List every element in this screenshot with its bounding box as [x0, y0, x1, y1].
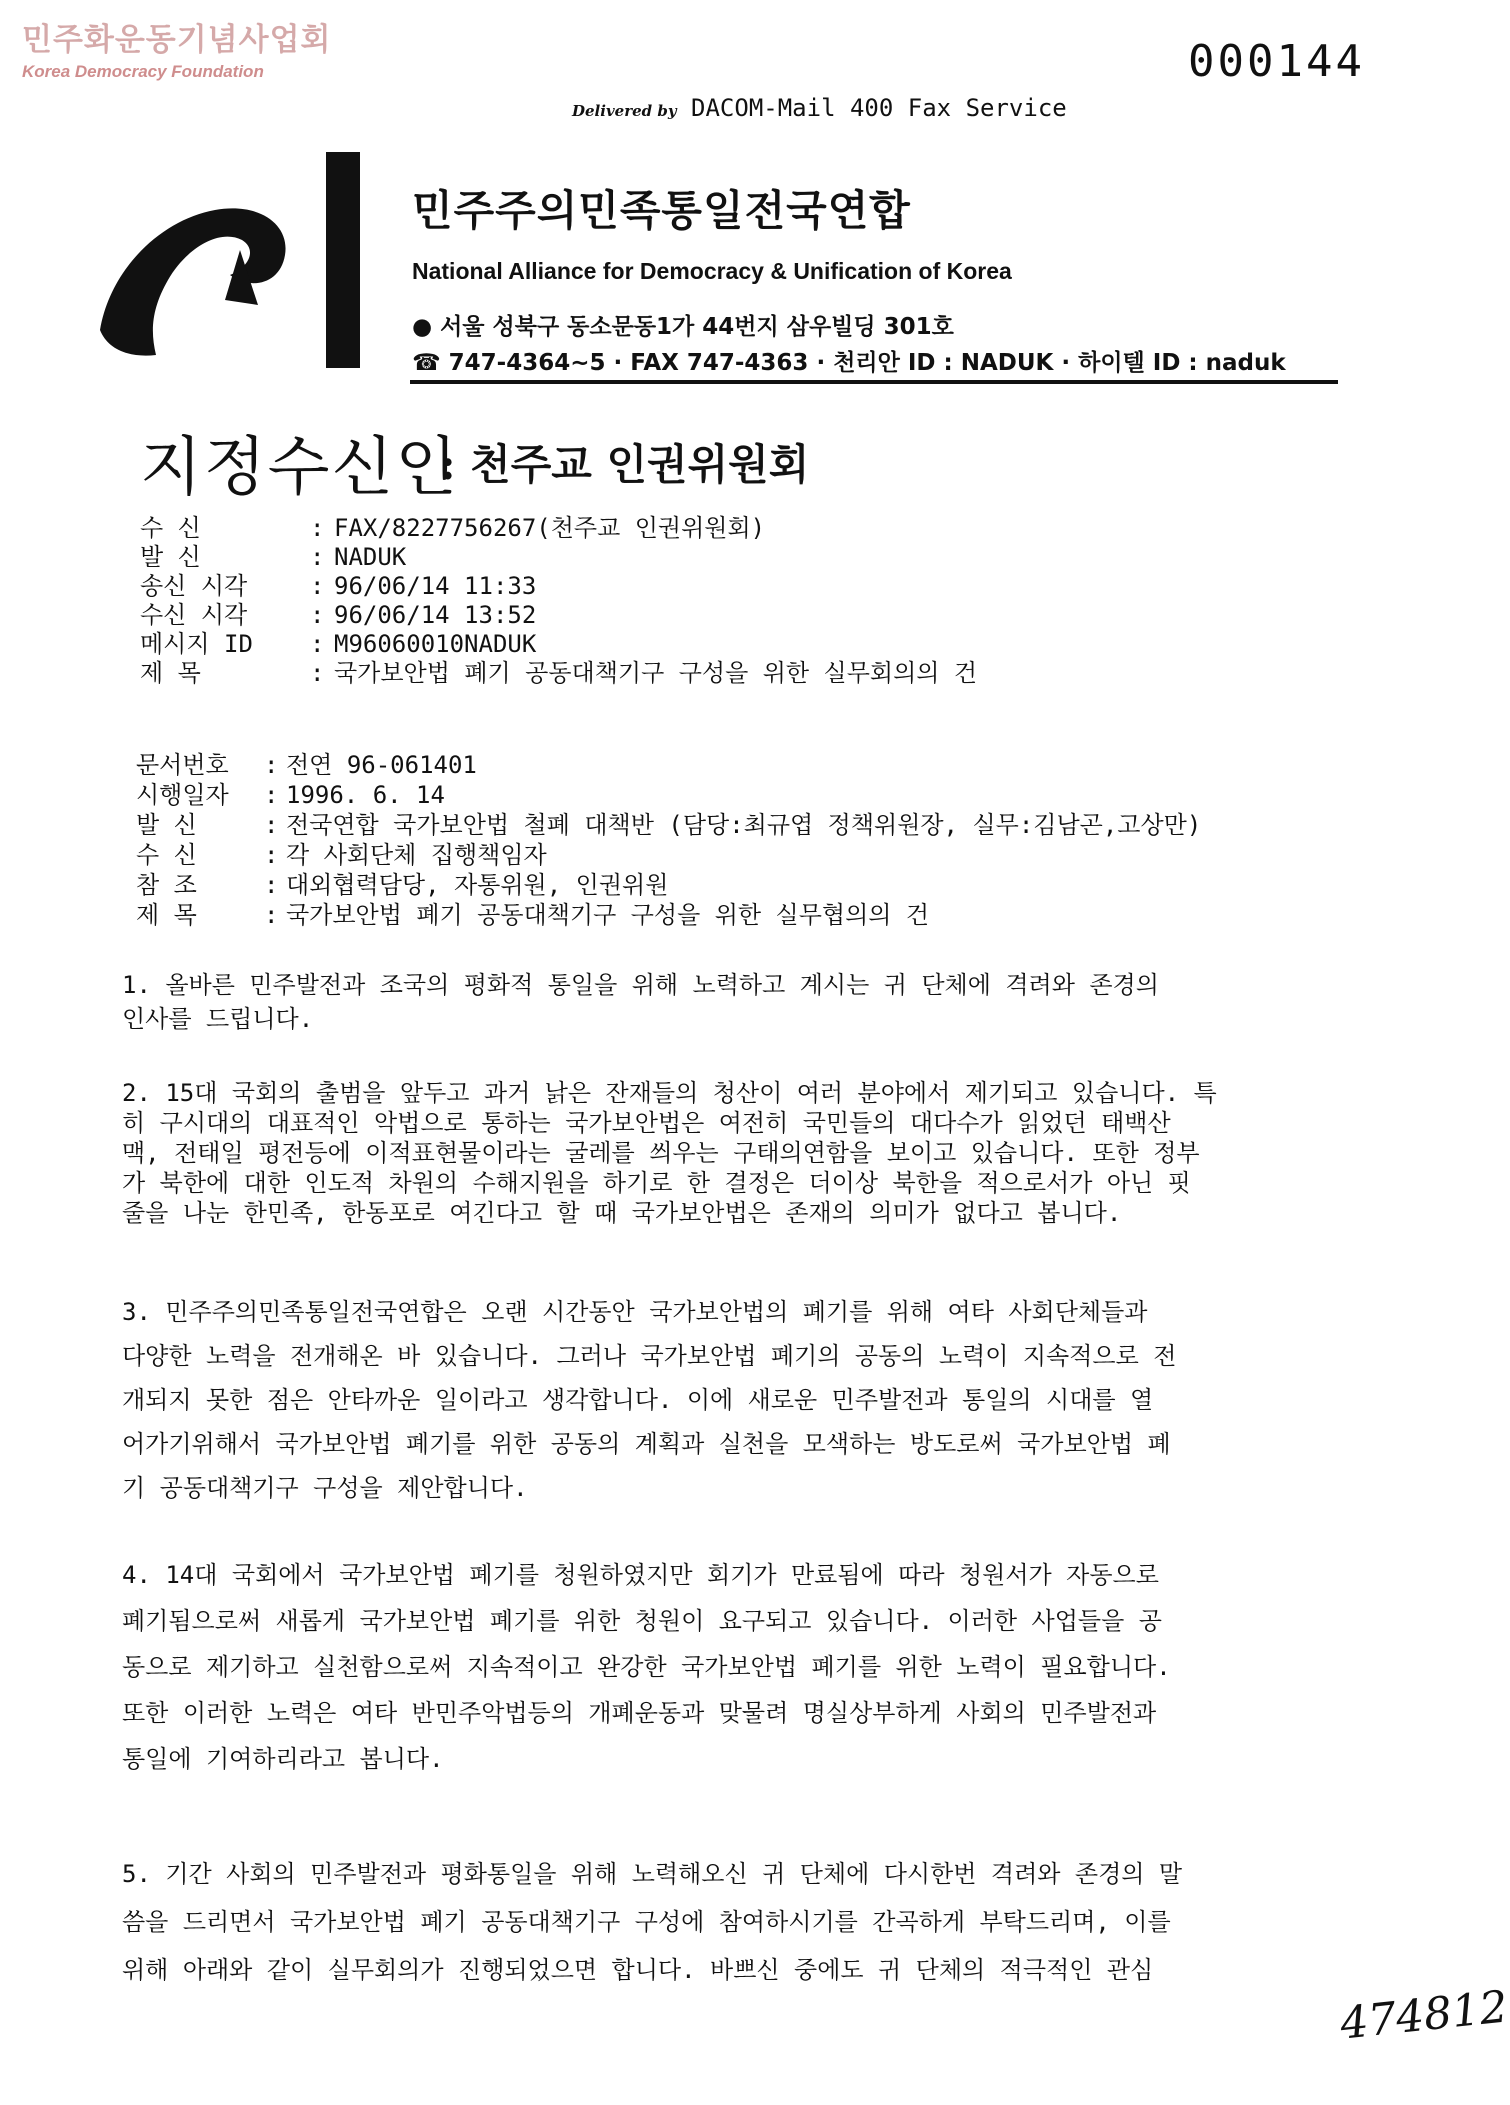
letter-meta-key: 발 신 — [136, 811, 197, 839]
fax-info-key: 송신 시각 — [140, 572, 248, 600]
letter-meta-row — [136, 870, 1201, 900]
fax-info-row — [140, 630, 977, 659]
designated-recipient-label: 지정수신인 — [140, 431, 460, 505]
colon: : — [310, 572, 325, 600]
letter-meta-value: 국가보안법 폐기 공동대책기구 구성을 위한 실무협의의 건 — [286, 901, 930, 929]
fax-info-value: 국가보안법 폐기 공동대책기구 구성을 위한 실무회의의 건 — [334, 659, 978, 687]
organization-name-english: National Alliance for Democracy & Unification of Korea — [412, 258, 1012, 284]
colon: : — [264, 871, 279, 899]
fax-info-key: 메시지 ID — [140, 630, 253, 658]
fax-info-block — [140, 514, 977, 688]
fax-info-value: 96/06/14 13:52 — [334, 601, 537, 629]
organization-logo-icon — [90, 180, 300, 370]
fax-info-key: 수신 시각 — [140, 601, 248, 629]
letter-meta-key: 참 조 — [136, 871, 197, 899]
letter-meta-row — [136, 900, 1201, 930]
fax-info-key: 발 신 — [140, 543, 201, 571]
letter-meta-value: 전연 96-061401 — [286, 751, 477, 779]
colon: : — [264, 811, 279, 839]
letter-meta-value: 1996. 6. 14 — [286, 781, 445, 809]
fax-info-value: FAX/8227756267(천주교 인권위원회) — [334, 514, 766, 542]
letter-meta-row — [136, 840, 1201, 870]
designated-recipient-value: : 천주교 인권위원회 — [440, 440, 810, 489]
colon: : — [264, 781, 279, 809]
handwritten-number: 474812 — [1337, 1981, 1510, 2050]
colon: : — [264, 841, 279, 869]
fax-info-key: 수 신 — [140, 514, 201, 542]
colon: : — [310, 543, 325, 571]
fax-info-row — [140, 601, 977, 630]
colon: : — [264, 901, 279, 929]
header-divider-bar — [326, 152, 360, 368]
body-paragraph-3: 3. 민주주의민족통일전국연합은 오랜 시간동안 국가보안법의 폐기를 위해 여타 사회단체들과 다양한 노력을 전개해온 바 있습니다. 그러나 국가보안법 폐기의 공동의 노력이 지속적으로 전 개되지 못한 점은 안타까운 일이라고 생각합니다. 이에 새로운 민주발전과 통일의 시대를 열 어가기위해서 국가보안법 폐기를 위한 공동의 계획과 실천을 모색하는 방도로써 국가보안법 폐 기 공동대책기구 구성을 제안합니다. — [122, 1298, 1177, 1502]
organization-address: ● 서울 성북구 동소문동1가 44번지 삼우빌딩 301호 — [412, 314, 954, 340]
colon: : — [310, 659, 325, 687]
fax-info-row — [140, 659, 977, 688]
letter-meta-row — [136, 780, 1201, 810]
delivery-line — [572, 94, 1067, 122]
body-paragraph-4: 4. 14대 국회에서 국가보안법 폐기를 청원하였지만 회기가 만료됨에 따라 청원서가 자동으로 폐기됨으로써 새롭게 국가보안법 폐기를 위한 청원이 요구되고 있습니다. 이러한 사업들을 공 동으로 제기하고 실천함으로써 지속적이고 완강한 국가보안법 폐기를 위한 노력이 필요합니다. 또한 이러한 노력은 여타 반민주악법등의 개폐운동과 맞물려 명실상부하게 사회의 민주발전과 통일에 기여하리라고 봅니다. — [122, 1561, 1171, 1773]
delivery-service: DACOM-Mail 400 Fax Service — [691, 94, 1067, 122]
colon: : — [310, 630, 325, 658]
fax-info-row — [140, 543, 977, 572]
delivered-by: Delivered by — [572, 102, 677, 120]
colon: : — [310, 601, 325, 629]
letter-meta-block — [136, 750, 1201, 930]
document-number: 000144 — [1188, 36, 1365, 87]
body-paragraph-2: 2. 15대 국회의 출범을 앞두고 과거 낡은 잔재들의 청산이 여러 분야에서 제기되고 있습니다. 특 히 구시대의 대표적인 악법으로 통하는 국가보안법은 여전히 국민들의 대다수가 읽었던 태백산 맥, 전태일 평전등에 이적표현물이라는 굴레를 씌우는 구태의연함을 보이고 있습니다. 또한 정부 가 북한에 대한 인도적 차원의 수해지원을 하기로 한 결정은 더이상 북한을 적으로서가 아닌 핏 줄을 나눈 한민족, 한동포로 여긴다고 할 때 국가보안법은 존재의 의미가 없다고 봅니다. — [122, 1079, 1217, 1227]
watermark-english: Korea Democracy Foundation — [22, 62, 264, 81]
letter-meta-key: 제 목 — [136, 901, 197, 929]
colon: : — [310, 514, 325, 542]
letter-meta-key: 시행일자 — [136, 781, 229, 809]
fax-info-row — [140, 572, 977, 601]
organization-name-korean: 민주주의민족통일전국연합 — [412, 186, 911, 235]
fax-info-row — [140, 514, 977, 543]
letter-meta-row — [136, 810, 1201, 840]
letter-meta-value: 전국연합 국가보안법 철폐 대책반 (담당:최규엽 정책위원장, 실무:김남곤,고상만) — [286, 811, 1202, 839]
letter-meta-value: 대외협력담당, 자통위원, 인권위원 — [286, 871, 669, 899]
header-rule — [410, 380, 1338, 384]
letter-meta-key: 수 신 — [136, 841, 197, 869]
fax-info-value: NADUK — [334, 543, 407, 571]
body-paragraph-1: 1. 올바른 민주발전과 조국의 평화적 통일을 위해 노력하고 계시는 귀 단체에 격려와 존경의 인사를 드립니다. — [122, 971, 1159, 1033]
body-paragraph-5: 5. 기간 사회의 민주발전과 평화통일을 위해 노력해오신 귀 단체에 다시한번 격려와 존경의 말 씀을 드리면서 국가보안법 폐기 공동대책기구 구성에 참여하시기를 간곡하게 부탁드리며, 이를 위해 아래와 같이 실무회의가 진행되었으면 합니다. 바쁘신 중에도 귀 단체의 적극적인 관심 — [122, 1860, 1183, 1984]
colon: : — [264, 751, 279, 779]
watermark-korean: 민주화운동기념사업회 — [22, 22, 332, 58]
fax-info-value: M96060010NADUK — [334, 630, 537, 658]
letter-meta-value: 각 사회단체 집행책임자 — [286, 841, 547, 869]
letter-meta-row — [136, 750, 1201, 780]
letter-meta-key: 문서번호 — [136, 751, 229, 779]
fax-info-key: 제 목 — [140, 659, 201, 687]
fax-info-value: 96/06/14 11:33 — [334, 572, 537, 600]
organization-contact: ☎ 747-4364~5 · FAX 747-4363 · 천리안 ID : NADUK · 하이텔 ID : naduk — [412, 350, 1286, 376]
